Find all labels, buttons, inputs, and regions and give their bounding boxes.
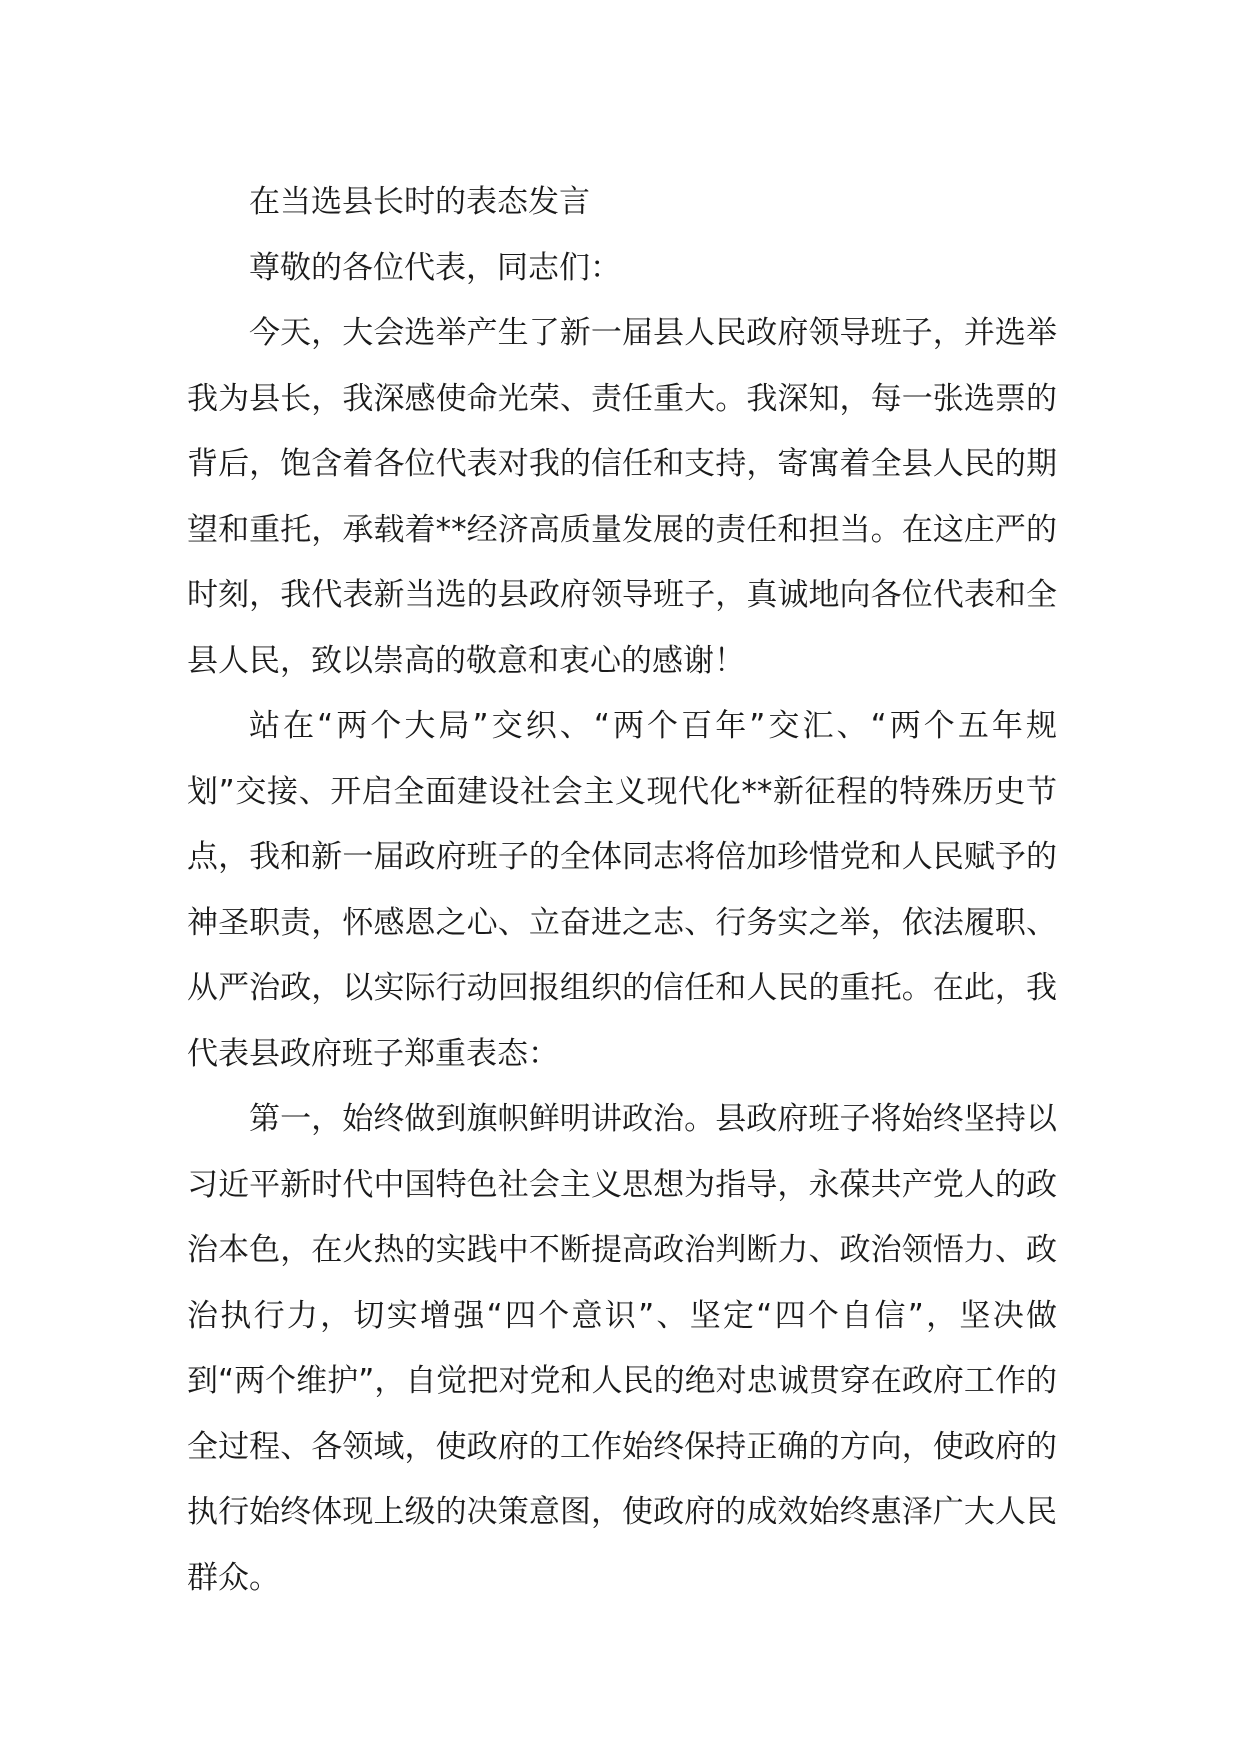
document-title: 在当选县长时的表态发言 — [249, 184, 590, 220]
paragraph-opening: 今天，大会选举产生了新一届县人民政府领导班子，并选举我为县长，我深感使命光荣、责任重大。我深知，每一张选票的背后，饱含着各位代表对我的信任和支持，寄寓着全县人民的期望和重托，承载着**经济高质量发展的责任和担当。在这庄严的时刻，我代表新当选的县政府领导班子，真诚地向各位代表和全县人民，致以崇高的敬意和衷心的感谢！ — [187, 315, 1057, 679]
salutation: 尊敬的各位代表，同志们： — [249, 249, 621, 286]
paragraph-pledge-intro: 站在“两个大局”交织、“两个百年”交汇、“两个五年规划”交接、开启全面建设社会主义现代化**新征程的特殊历史节点，我和新一届政府班子的全体同志将倍加珍惜党和人民赋予的神圣职责，怀感恩之心、立奋进之志、行务实之举，依法履职、从严治政，以实际行动回报组织的信任和人民的重托。在此，我代表县政府班子郑重表态： — [187, 708, 1057, 1072]
document-body — [187, 170, 1057, 1611]
paragraph-first-point: 第一，始终做到旗帜鲜明讲政治。县政府班子将始终坚持以习近平新时代中国特色社会主义思想为指导，永葆共产党人的政治本色，在火热的实践中不断提高政治判断力、政治领悟力、政治执行力，切实增强“四个意识”、坚定“四个自信”，坚决做到“两个维护”，自觉把对党和人民的绝对忠诚贯穿在政府工作的全过程、各领域，使政府的工作始终保持正确的方向，使政府的执行始终体现上级的决策意图，使政府的成效始终惠泽广大人民群众。 — [187, 1101, 1057, 1596]
